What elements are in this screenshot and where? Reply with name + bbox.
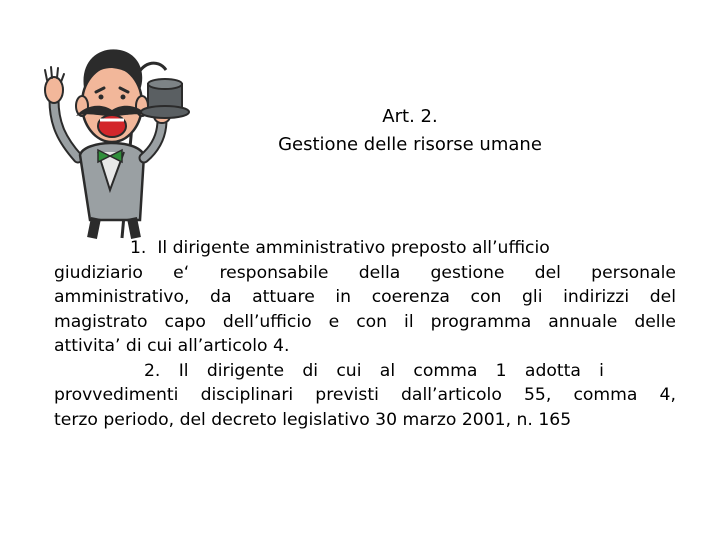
- word: provvedimenti: [54, 385, 179, 405]
- paragraph-2-line-2: [54, 383, 676, 408]
- word: i: [599, 360, 604, 381]
- word: dall’articolo: [401, 385, 502, 405]
- word: comma: [573, 385, 638, 405]
- paragraph-1-line-3: [54, 285, 676, 310]
- paragraph-2-line-3: [54, 408, 676, 433]
- paragraph-1-line-2: [54, 261, 676, 286]
- word: del: [649, 287, 676, 307]
- word: dirigente: [206, 360, 285, 381]
- paragraph-1-line-5: [54, 334, 676, 359]
- word: 4,: [659, 385, 676, 405]
- word: 1: [495, 360, 507, 381]
- word: personale: [591, 262, 676, 283]
- article-number: Art. 2.: [382, 106, 438, 127]
- word: indirizzi: [563, 287, 630, 307]
- word: con: [356, 311, 388, 332]
- text-line: 1. Il dirigente amministrativo preposto all’ufficio: [130, 238, 550, 258]
- word: previsti: [315, 385, 379, 405]
- word: al: [379, 360, 396, 381]
- text-line: attivita’ di cui all’articolo 4.: [54, 336, 290, 356]
- word: gestione: [430, 262, 505, 283]
- word: programma: [430, 311, 532, 332]
- cheering-man-illustration: [40, 40, 200, 240]
- word: adotta: [524, 360, 581, 381]
- word: capo: [164, 311, 206, 332]
- word: in: [335, 287, 352, 307]
- text-line: terzo periodo, del decreto legislativo 30 marzo 2001, n. 165: [54, 409, 572, 430]
- word: di: [302, 360, 319, 381]
- word: dell’ufficio: [222, 311, 312, 332]
- cheering-man-with-top-hat-icon: [40, 40, 200, 240]
- word: delle: [634, 311, 676, 332]
- word: giudiziario: [54, 262, 143, 283]
- article-heading: [230, 103, 590, 159]
- paragraph-1-line-1: [54, 236, 676, 261]
- word: 55,: [523, 385, 552, 405]
- word: comma: [413, 360, 478, 381]
- word: il: [404, 311, 414, 332]
- word: da: [210, 287, 232, 307]
- word: con: [470, 287, 502, 307]
- word: responsabile: [219, 262, 329, 283]
- word: amministrativo,: [54, 287, 190, 307]
- word: disciplinari: [200, 385, 294, 405]
- word: della: [358, 262, 401, 283]
- word: cui: [336, 360, 362, 381]
- paragraph-1-line-4: [54, 310, 676, 335]
- word: e‘: [173, 262, 190, 283]
- word: 2.: [144, 360, 161, 381]
- word: e: [328, 311, 340, 332]
- word: annuale: [548, 311, 618, 332]
- article-body: [54, 236, 676, 432]
- word: gli: [522, 287, 543, 307]
- word: Il: [178, 360, 189, 381]
- word: coerenza: [371, 287, 450, 307]
- article-title: Gestione delle risorse umane: [278, 134, 542, 155]
- word: del: [534, 262, 561, 283]
- paragraph-2-line-1: [54, 359, 676, 384]
- word: attuare: [252, 287, 315, 307]
- word: magistrato: [54, 311, 148, 332]
